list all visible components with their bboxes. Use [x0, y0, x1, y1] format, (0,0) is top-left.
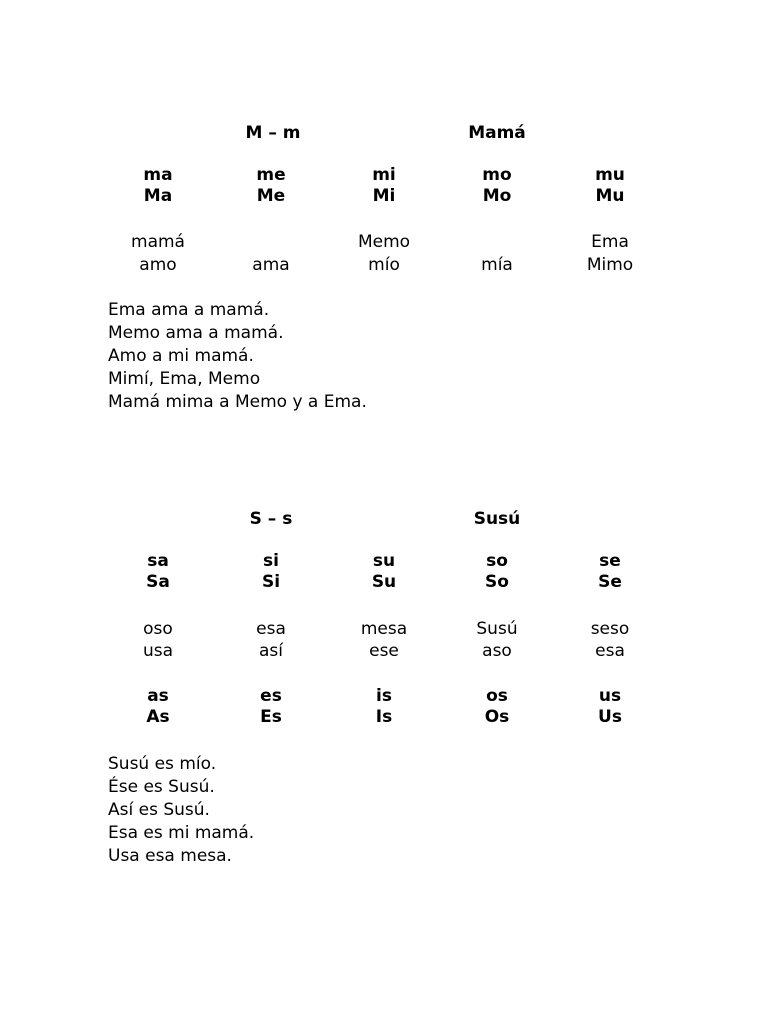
inverse-syllable-upper: Os [484, 707, 510, 727]
syllable-lower: mi [372, 165, 396, 185]
inverse-syllable-upper: Is [375, 707, 393, 727]
word: mío [368, 255, 400, 275]
syllable-upper: Mu [595, 186, 625, 206]
syllable-lower: ma [143, 165, 173, 185]
word: oso [143, 619, 173, 639]
syllable-lower: mu [595, 165, 625, 185]
word: así [259, 641, 283, 661]
word: esa [256, 619, 286, 639]
syllable-lower: si [263, 551, 279, 571]
sentence: Mamá mima a Memo y a Ema. [108, 392, 367, 412]
sentence: Amo a mi mamá. [108, 346, 254, 366]
syllable-upper: Se [598, 572, 622, 592]
sentence: Mimí, Ema, Memo [108, 369, 261, 389]
syllable-upper: Si [261, 572, 281, 592]
inverse-syllable-lower: as [147, 686, 169, 706]
syllable-lower: sa [147, 551, 169, 571]
syllable-lower: su [372, 551, 396, 571]
syllable-upper: Mi [372, 186, 396, 206]
word: mamá [131, 232, 185, 252]
inverse-syllable-upper: As [146, 707, 170, 727]
syllable-lower: so [486, 551, 508, 571]
word: Ema [591, 232, 629, 252]
sentence: Susú es mío. [108, 754, 217, 774]
inverse-syllable-lower: is [376, 686, 392, 706]
inverse-syllable-lower: es [260, 686, 282, 706]
word: ama [252, 255, 290, 275]
syllable-upper: Sa [146, 572, 170, 592]
sentence: Ése es Susú. [108, 777, 215, 797]
word: mía [481, 255, 513, 275]
sentence: Así es Susú. [108, 800, 210, 820]
lesson-m-letter-heading: M – m [245, 123, 301, 143]
inverse-syllable-upper: Us [598, 707, 622, 727]
word: esa [595, 641, 625, 661]
lesson-s-letter-heading: S – s [249, 509, 293, 529]
inverse-syllable-upper: Es [260, 707, 282, 727]
syllable-upper: Su [371, 572, 397, 592]
syllable-upper: Me [256, 186, 286, 206]
word: Memo [357, 232, 411, 252]
syllable-upper: Ma [143, 186, 173, 206]
word: seso [590, 619, 630, 639]
syllable-upper: Mo [482, 186, 512, 206]
word: ese [369, 641, 399, 661]
inverse-syllable-lower: os [486, 686, 508, 706]
sentence: Usa esa mesa. [108, 846, 232, 866]
lesson-m-keyword-heading: Mamá [468, 123, 526, 143]
word: Susú [476, 619, 518, 639]
word: aso [482, 641, 512, 661]
word: mesa [360, 619, 408, 639]
sentence: Esa es mi mamá. [108, 823, 255, 843]
word: amo [139, 255, 177, 275]
syllable-lower: se [599, 551, 621, 571]
sentence: Memo ama a mamá. [108, 323, 284, 343]
word: usa [142, 641, 174, 661]
syllable-lower: me [256, 165, 286, 185]
sentence: Ema ama a mamá. [108, 300, 270, 320]
syllable-upper: So [485, 572, 509, 592]
syllable-lower: mo [482, 165, 512, 185]
lesson-s-keyword-heading: Susú [473, 509, 521, 529]
inverse-syllable-lower: us [598, 686, 622, 706]
word: Mimo [586, 255, 634, 275]
